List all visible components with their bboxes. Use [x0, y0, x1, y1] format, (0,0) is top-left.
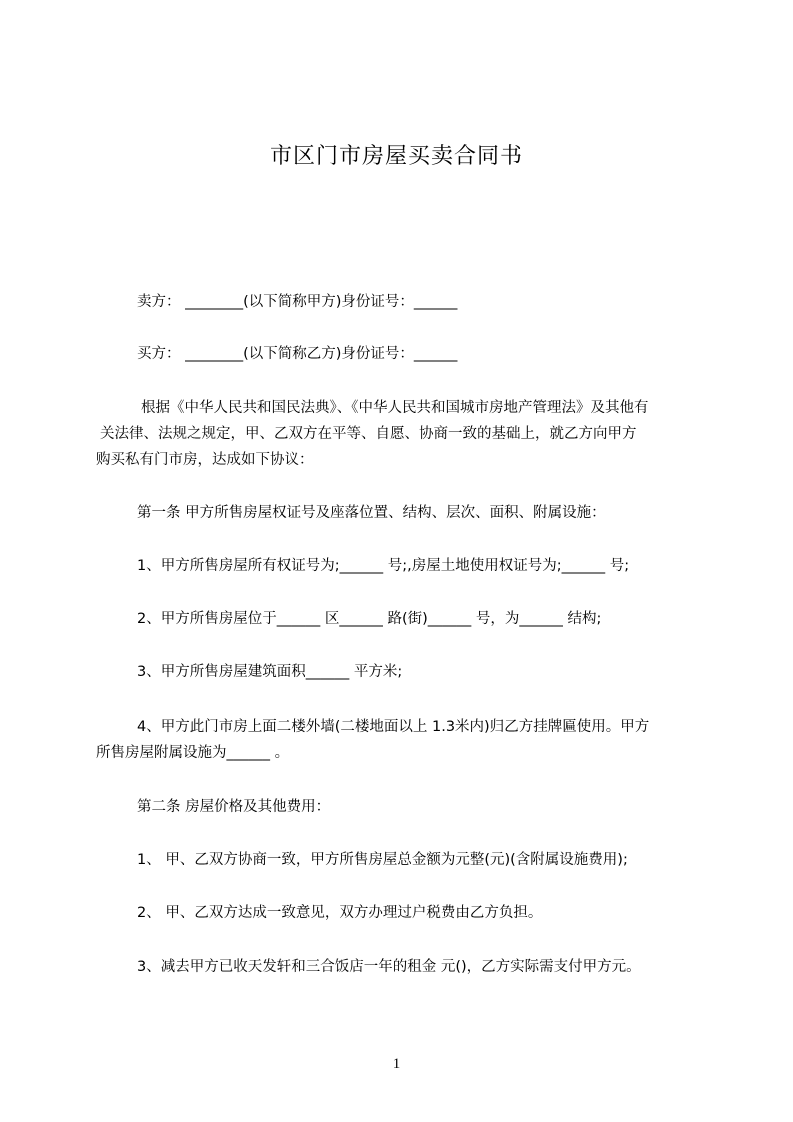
- article-2-item-2: 2、 甲、乙双方达成一致意见，双方办理过户税费由乙方负担。: [137, 905, 543, 921]
- preamble-line-1: 根据《中华人民共和国民法典》、《中华人民共和国城市房地产管理法》及其他有: [141, 400, 649, 416]
- seller-line: 卖方： ________(以下简称甲方)身份证号：______: [137, 294, 458, 310]
- article-1-item-1: 1、甲方所售房屋所有权证号为;______ 号;,房屋土地使用权证号为;______ 号;: [137, 558, 630, 574]
- preamble-line-3: 购买私有门市房，达成如下协议：: [96, 452, 314, 468]
- article-2-item-3: 3、减去甲方已收天发轩和三合饭店一年的租金 元()，乙方实际需支付甲方元。: [137, 959, 641, 975]
- article-1-item-4-line-1: 4、甲方此门市房上面二楼外墙(二楼地面以上 1.3米内)归乙方挂牌匾使用。甲方: [137, 719, 650, 735]
- article-1-item-3: 3、甲方所售房屋建筑面积______ 平方米;: [137, 664, 403, 680]
- article-1-heading: 第一条 甲方所售房屋权证号及座落位置、结构、层次、面积、附属设施：: [137, 505, 606, 521]
- article-1-item-4-line-2: 所售房屋附属设施为______ 。: [96, 745, 290, 761]
- article-2-heading: 第二条 房屋价格及其他费用：: [137, 799, 331, 815]
- article-2-item-1: 1、 甲、乙双方协商一致，甲方所售房屋总金额为元整(元)(含附属设施费用);: [137, 852, 628, 868]
- buyer-line: 买方： ________(以下简称乙方)身份证号：______: [137, 346, 458, 362]
- article-1-item-4: [96, 714, 649, 766]
- preamble-paragraph: [96, 395, 649, 473]
- contract-title: 市区门市房屋买卖合同书: [269, 144, 523, 169]
- page-number: 1: [392, 1056, 401, 1072]
- preamble-line-2: 关法律、法规之规定，甲、乙双方在平等、自愿、协商一致的基础上，就乙方向甲方: [100, 426, 637, 442]
- article-1-item-2: 2、甲方所售房屋位于______ 区______ 路(街)______ 号，为______ 结构;: [137, 611, 602, 627]
